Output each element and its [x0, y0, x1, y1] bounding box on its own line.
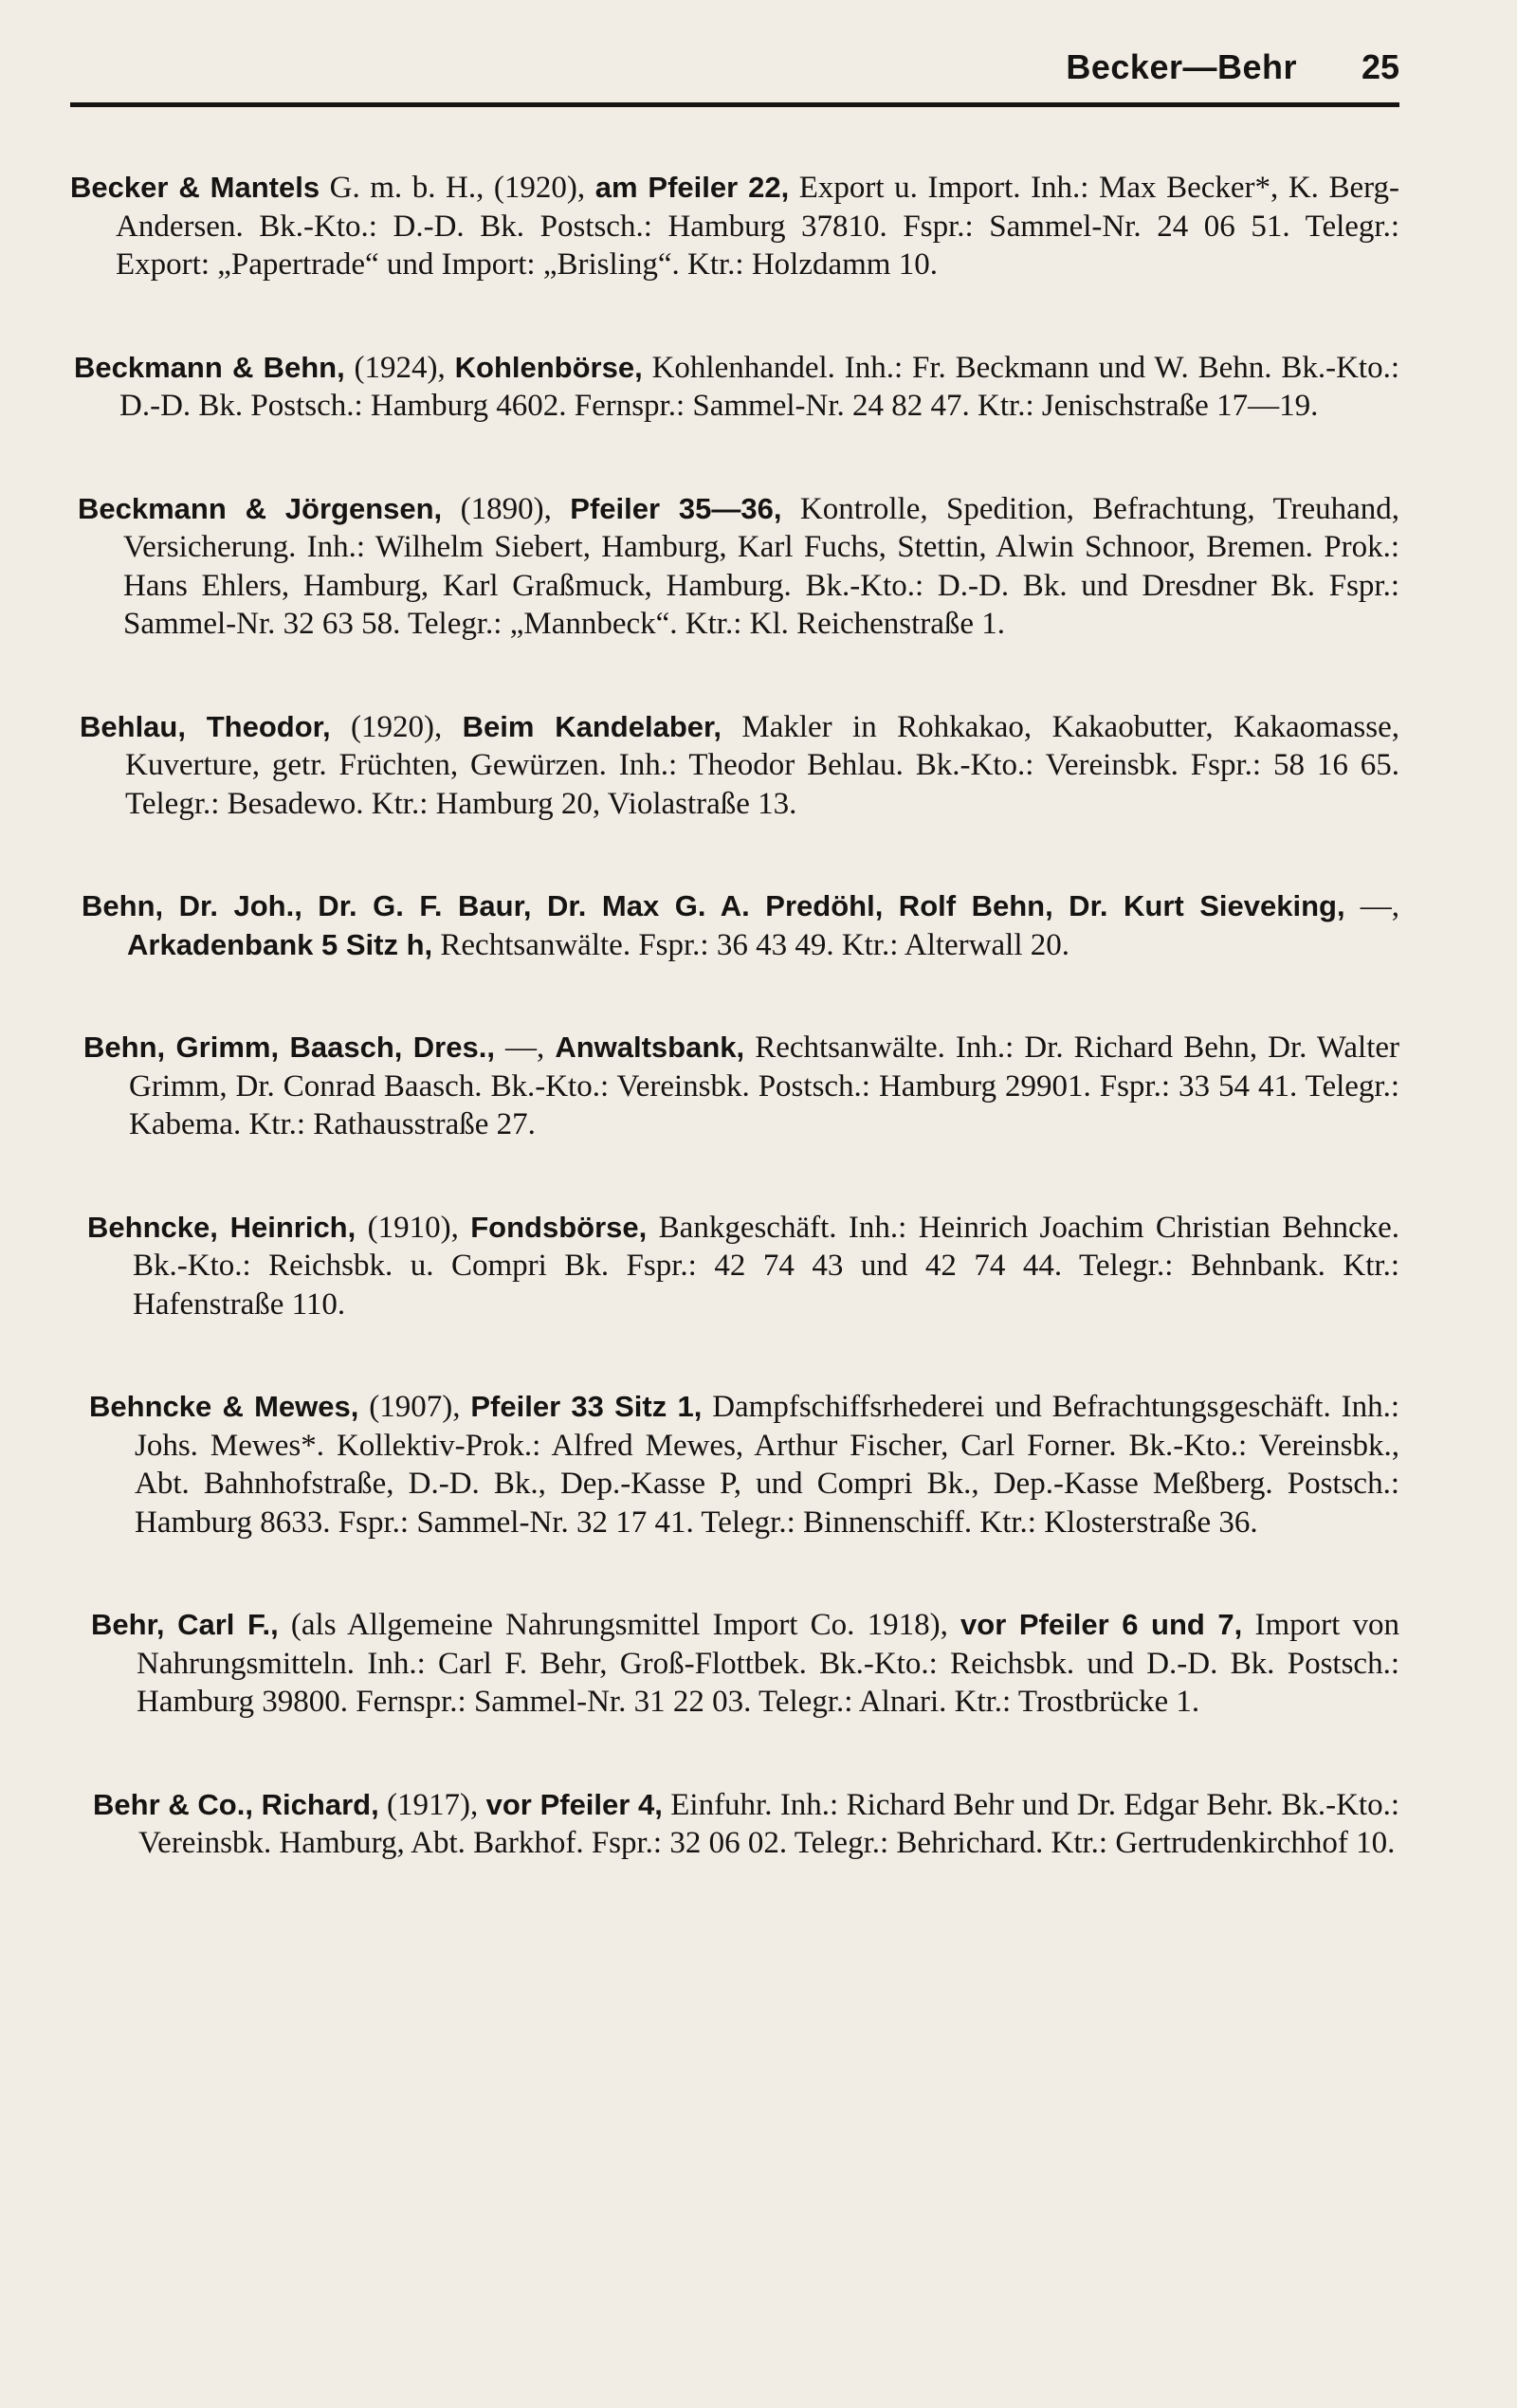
entry-name: Behr, Carl F.,: [91, 1608, 279, 1641]
entry-name: Behr & Co., Richard,: [93, 1787, 379, 1821]
entry-behn-joh: [82, 887, 1399, 964]
entry-text: Dampfschiffsrhederei und Befrachtungsgeschäft. Inh.: Johs. Mewes*. Kollektiv-Prok.: Alfred Mewes, Arthur Fischer, Carl Forner. Bk.-Kto.: Vereinsbk., Abt. Bahnhofstraße, D.-D. Bk., Dep.-Kasse P, und Compri Bk., Dep.-Kasse Meßberg. Postsch.: Hamburg 8633. Fspr.: Sammel-Nr. 32 17 41. Telegr.: Binnenschiff. Ktr.: Klosterstraße 36.: [135, 1390, 1399, 1540]
entry-behlau-theodor: [80, 708, 1399, 824]
entry-name: Behn, Grimm, Baasch, Dres.,: [83, 1031, 495, 1064]
entry-location: Pfeiler 33 Sitz 1,: [470, 1390, 703, 1423]
entry-name: Behncke & Mewes,: [89, 1390, 359, 1423]
entry-behr-carl: [91, 1606, 1399, 1722]
entry-text: Bankgeschäft. Inh.: Heinrich Joachim Christian Behncke. Bk.-Kto.: Reichsbk. u. Compri Bk. Fspr.: 42 74 43 und 42 74 44. Telegr.: Behnbank. Ktr.: Hafenstraße 110.: [133, 1210, 1399, 1322]
entry-location: vor Pfeiler 4,: [485, 1787, 663, 1821]
entry-list: [70, 169, 1399, 1927]
entry-detail: (1920),: [330, 709, 463, 744]
entry-detail: (1910),: [356, 1210, 471, 1245]
entry-location: vor Pfeiler 6 und 7,: [960, 1608, 1243, 1641]
page-number: 25: [1361, 47, 1399, 86]
entry-behn-grimm-baasch: [83, 1029, 1399, 1144]
entry-name: Behlau, Theodor,: [80, 709, 331, 743]
entry-behncke-mewes: [89, 1388, 1399, 1541]
entry-beckmann-behn: [74, 349, 1399, 426]
entry-name: Becker & Mantels: [70, 171, 320, 204]
entry-location: Kohlenbörse,: [454, 350, 643, 384]
entry-text: Rechtsanwälte. Inh.: Dr. Richard Behn, Dr. Walter Grimm, Dr. Conrad Baasch. Bk.-Kto.: Vereinsbk. Postsch.: Hamburg 29901. Fspr.: 33 54 41. Telegr.: Kabema. Ktr.: Rathausstraße 27.: [129, 1031, 1399, 1141]
entry-detail: (1917),: [378, 1787, 486, 1822]
entry-location: Anwaltsbank,: [555, 1031, 745, 1064]
entry-detail: (als Allgemeine Nahrungsmittel Import Co. 1918),: [278, 1608, 961, 1642]
entry-location: Fondsbörse,: [470, 1210, 648, 1244]
entry-becker-mantels: [70, 169, 1399, 284]
entry-location: Beim Kandelaber,: [462, 709, 722, 743]
entry-behncke-heinrich: [87, 1209, 1399, 1324]
entry-name: Beckmann & Jörgensen,: [78, 491, 443, 525]
entry-behr-richard: [93, 1786, 1399, 1863]
entry-text: Import von Nahrungsmitteln. Inh.: Carl F. Behr, Groß-Flottbek. Bk.-Kto.: Reichsbk. und D.-D. Bk. Postsch.: Hamburg 39800. Fernspr.: Sammel-Nr. 31 22 03. Telegr.: Alnari. Ktr.: Trostbrücke 1.: [137, 1608, 1399, 1719]
entry-detail: —,: [1344, 889, 1399, 923]
entry-beckmann-joergensen: [78, 490, 1399, 644]
entry-detail: (1890),: [442, 491, 571, 526]
entry-detail: G. m. b. H., (1920),: [320, 171, 595, 205]
entry-detail: —,: [494, 1031, 556, 1065]
entry-name: Behncke, Heinrich,: [87, 1210, 356, 1244]
entry-name: Beckmann & Behn,: [74, 350, 345, 384]
entry-detail: (1924),: [344, 350, 455, 385]
entry-text: Kohlenhandel. Inh.: Fr. Beckmann und W. Behn. Bk.-Kto.: D.-D. Bk. Postsch.: Hamburg 4602. Fernspr.: Sammel-Nr. 24 82 47. Ktr.: Jenischstraße 17—19.: [119, 350, 1399, 423]
entry-location: Arkadenbank 5 Sitz h,: [127, 927, 433, 961]
entry-text: Kontrolle, Spedition, Befrachtung, Treuhand, Versicherung. Inh.: Wilhelm Siebert, Hamburg, Karl Fuchs, Stettin, Alwin Schnoor, Bremen. Prok.: Hans Ehlers, Hamburg, Karl Graßmuck, Hamburg. Bk.-Kto.: D.-D. Bk. und Dresdner Bk. Fspr.: Sammel-Nr. 32 63 58. Telegr.: „Mannbeck“. Ktr.: Kl. Reichenstraße 1.: [123, 491, 1399, 641]
entry-detail: (1907),: [358, 1390, 471, 1424]
entry-name: Behn, Dr. Joh., Dr. G. F. Baur, Dr. Max G. A. Predöhl, Rolf Behn, Dr. Kurt Sieveking,: [82, 889, 1345, 922]
entry-text: Export u. Import. Inh.: Max Becker*, K. Berg-Andersen. Bk.-Kto.: D.-D. Bk. Postsch.: Hamburg 37810. Fspr.: Sammel-Nr. 24 06 51. Telegr.: Export: „Papertrade“ und Import: „Brisling“. Ktr.: Holzdamm 10.: [116, 171, 1399, 282]
entry-text: Einfuhr. Inh.: Richard Behr und Dr. Edgar Behr. Bk.-Kto.: Vereinsbk. Hamburg, Abt. Barkhof. Fspr.: 32 06 02. Telegr.: Behrichard. Ktr.: Gertrudenkirchhof 10.: [138, 1787, 1400, 1860]
running-title: Becker—Behr: [1066, 47, 1297, 86]
page-header: [70, 47, 1399, 107]
entry-location: Pfeiler 35—36,: [570, 491, 782, 525]
entry-text: Makler in Rohkakao, Kakaobutter, Kakaomasse, Kuverture, getr. Früchten, Gewürzen. Inh.: Theodor Behlau. Bk.-Kto.: Vereinsbk. Fspr.: 58 16 65. Telegr.: Besadewo. Ktr.: Hamburg 20, Violastraße 13.: [125, 709, 1400, 821]
entry-text: Rechtsanwälte. Fspr.: 36 43 49. Ktr.: Alterwall 20.: [432, 927, 1069, 962]
entry-location: am Pfeiler 22,: [594, 171, 790, 204]
